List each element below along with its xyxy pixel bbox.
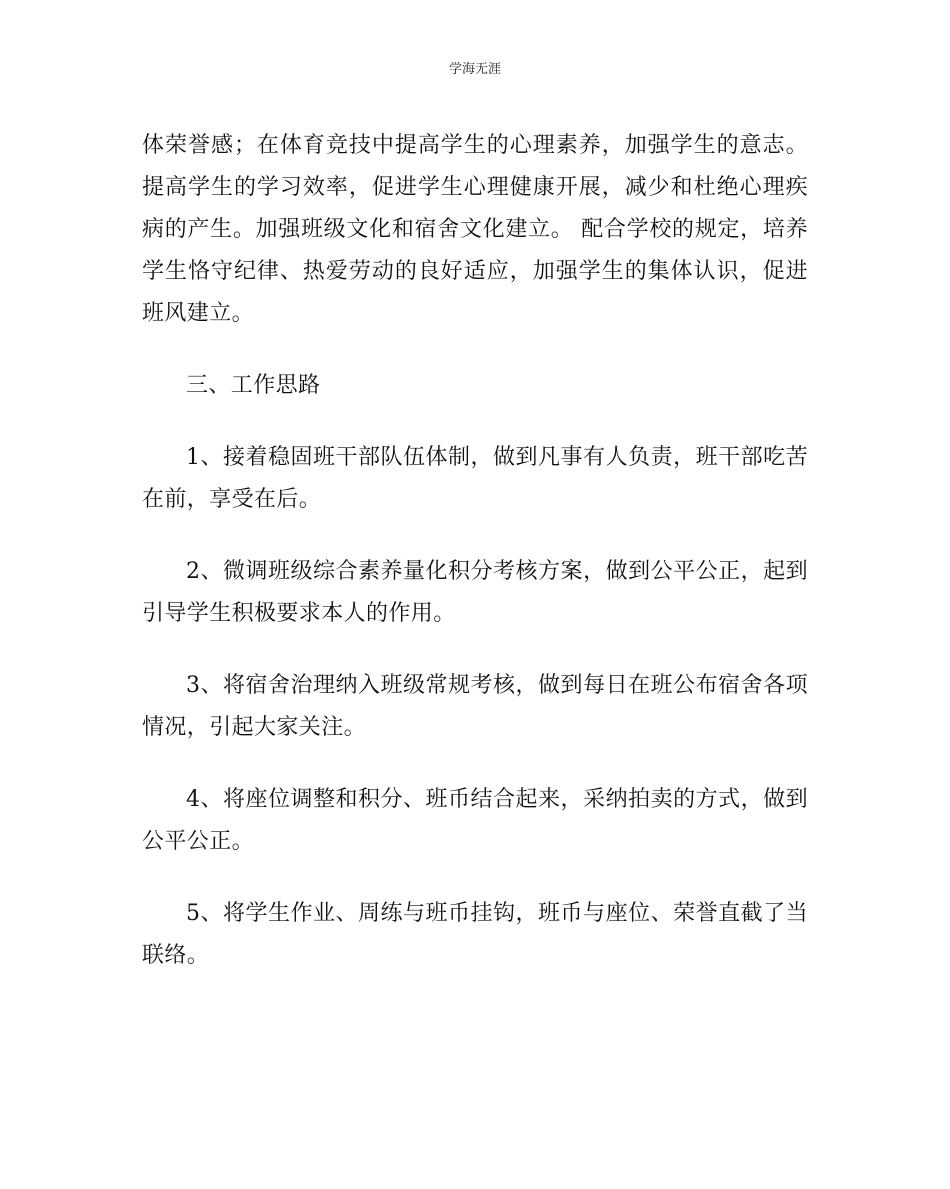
- paragraph-continuation: 体荣誉感；在体育竞技中提高学生的心理素养，加强学生的意志。提高学生的学习效率，促进学生心理健康开展，减少和杜绝心理疾病的产生。加强班级文化和宿舍文化建立。 配合学校的规定，培养学生恪守纪律、热爱劳动的良好适应，加强学生的集体认识，促进班风建立。: [142, 133, 808, 326]
- list-item-3: 3、将宿舍治理纳入班级常规考核，做到每日在班公布宿舍各项情况，引起大家关注。: [142, 673, 808, 740]
- section-heading: 三、工作思路: [186, 373, 321, 398]
- page-header: 学海无涯: [448, 62, 501, 77]
- document-body: [142, 125, 808, 977]
- list-item-5: 5、将学生作业、周练与班币挂钩，班币与座位、荣誉直截了当联络。: [142, 901, 808, 968]
- list-item-2: 2、微调班级综合素养量化积分考核方案，做到公平公正，起到引导学生积极要求本人的作用。: [142, 559, 808, 626]
- list-item-1: 1、接着稳固班干部队伍体制，做到凡事有人负责，班干部吃苦在前，享受在后。: [142, 445, 808, 512]
- list-item-4: 4、将座位调整和积分、班币结合起来，采纳拍卖的方式，做到公平公正。: [142, 787, 808, 854]
